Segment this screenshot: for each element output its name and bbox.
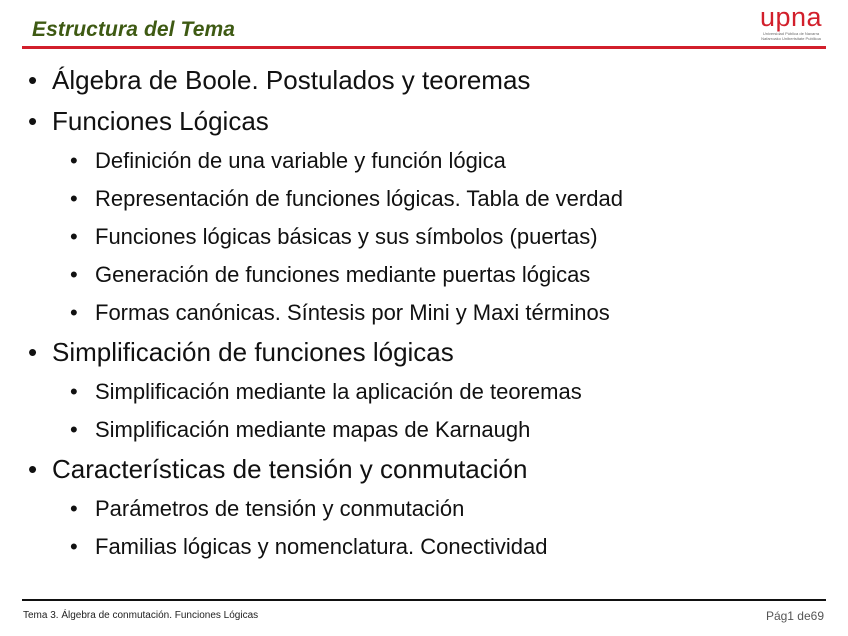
outline-item-text: Formas canónicas. Síntesis por Mini y Maxi términos xyxy=(95,300,610,325)
outline-subitem xyxy=(28,497,828,521)
outline-subitem xyxy=(28,418,828,442)
topic-outline xyxy=(28,56,828,559)
outline-item-text: Simplificación mediante mapas de Karnaugh xyxy=(95,417,531,442)
footer-divider xyxy=(22,599,826,601)
bullet-icon: • xyxy=(70,262,78,287)
bullet-icon: • xyxy=(70,300,78,325)
logo-line-2: Nafarroako Unibertsitate Publikoa xyxy=(761,36,821,41)
outline-item xyxy=(28,107,828,135)
outline-subitem xyxy=(28,149,828,173)
bullet-icon: • xyxy=(70,224,78,249)
logo-wordmark: upna xyxy=(759,2,823,32)
outline-subitem xyxy=(28,301,828,325)
page-number: Pág1 de69 xyxy=(765,609,824,623)
slide-title: Estructura del Tema xyxy=(32,18,236,41)
upna-logo xyxy=(756,4,826,41)
outline-item-text: Simplificación de funciones lógicas xyxy=(52,337,454,367)
outline-subitem xyxy=(28,380,828,404)
bullet-icon: • xyxy=(28,65,38,95)
bullet-icon: • xyxy=(70,496,78,521)
footer-course-label: Tema 3. Álgebra de conmutación. Funciones Lógicas xyxy=(23,610,259,621)
logo-line-1: Universidad Pública de Navarra xyxy=(762,31,820,36)
bullet-icon: • xyxy=(70,148,78,173)
outline-item-text: Álgebra de Boole. Postulados y teoremas xyxy=(52,65,531,95)
bullet-icon: • xyxy=(28,106,38,136)
outline-subitem xyxy=(28,535,828,559)
bullet-icon: • xyxy=(70,186,78,211)
outline-item-text: Generación de funciones mediante puertas lógicas xyxy=(95,262,591,287)
bullet-icon: • xyxy=(70,379,78,404)
outline-item-text: Funciones Lógicas xyxy=(52,106,269,136)
outline-item-text: Definición de una variable y función lógica xyxy=(95,148,506,173)
outline-item-text: Parámetros de tensión y conmutación xyxy=(95,496,465,521)
outline-item-text: Representación de funciones lógicas. Tabla de verdad xyxy=(95,186,623,211)
bullet-icon: • xyxy=(70,534,78,559)
header-divider xyxy=(22,46,826,49)
outline-item xyxy=(28,66,828,94)
outline-item-text: Familias lógicas y nomenclatura. Conectividad xyxy=(95,534,548,559)
bullet-icon: • xyxy=(28,337,38,367)
outline-item-text: Características de tensión y conmutación xyxy=(52,454,528,484)
outline-item xyxy=(28,338,828,366)
bullet-icon: • xyxy=(70,417,78,442)
outline-item-text: Simplificación mediante la aplicación de teoremas xyxy=(95,379,582,404)
bullet-icon: • xyxy=(28,454,38,484)
outline-item xyxy=(28,455,828,483)
outline-subitem xyxy=(28,263,828,287)
outline-item-text: Funciones lógicas básicas y sus símbolos (puertas) xyxy=(95,224,598,249)
outline-subitem xyxy=(28,225,828,249)
outline-subitem xyxy=(28,187,828,211)
